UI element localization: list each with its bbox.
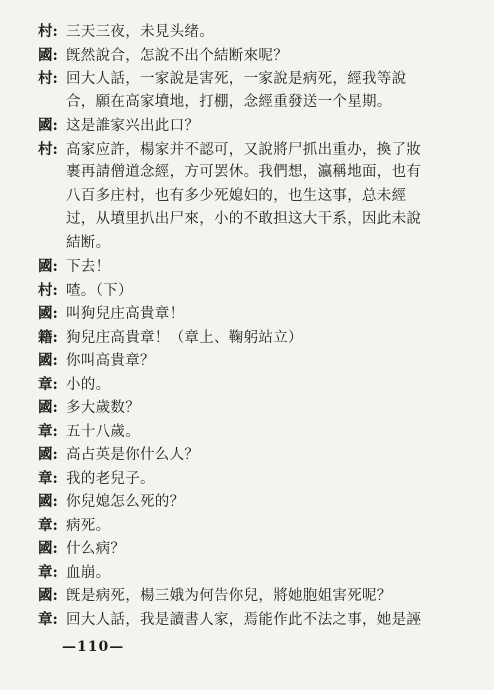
- dialogue-line: [38, 67, 458, 91]
- dialogue-line: [38, 608, 458, 632]
- dialogue-line: [38, 373, 458, 397]
- dialogue-line: [38, 138, 458, 162]
- dialogue-line: [38, 208, 458, 232]
- page-number: —110—: [62, 639, 125, 655]
- speaker-label: 章:: [38, 516, 58, 534]
- dialogue-text: 高占英是你什么人？: [66, 447, 200, 463]
- dialogue-line: [38, 91, 458, 115]
- speaker-label: 章:: [38, 610, 58, 628]
- dialogue-text: 病死。: [66, 517, 111, 534]
- speaker-label: 章:: [38, 563, 58, 581]
- dialogue-text: 五十八歲。: [66, 423, 140, 440]
- dialogue-text: 旣是病死，楊三娥为何告你兒，將她胞姐害死呢？: [66, 588, 392, 604]
- dialogue-text: 八百多庄村，也有多少死媳妇的，也生这事，总未經: [66, 187, 407, 204]
- dialogue-text: 多大歲数？: [66, 400, 140, 416]
- speaker-label: 國:: [38, 446, 58, 463]
- dialogue-line: [38, 467, 458, 491]
- dialogue-line: [38, 279, 458, 303]
- dialogue-text: 結断。: [66, 234, 111, 251]
- speaker-label: 村:: [38, 23, 58, 40]
- dialogue-line: [38, 490, 458, 514]
- speaker-label: 章:: [38, 375, 58, 393]
- speaker-label: 國:: [38, 258, 58, 275]
- dialogue-text: 三天三夜，未見头绪。: [66, 24, 214, 40]
- speaker-label: 國:: [38, 305, 58, 322]
- dialogue-text: 旣然說合，怎說不出个結断來呢？: [66, 47, 288, 64]
- speaker-label: 國:: [38, 493, 58, 510]
- dialogue-line: [38, 302, 458, 326]
- speaker-label: 國:: [38, 399, 58, 416]
- dialogue-line: [38, 443, 458, 467]
- dialogue-text: 高家应許，楊家并不認可，又說將尸抓出重办，換了妝: [66, 141, 422, 158]
- speaker-label: 章:: [38, 469, 58, 487]
- speaker-label: 村:: [38, 140, 58, 158]
- dialogue-line: [38, 114, 458, 138]
- dialogue-text: 你兒媳怎么死的？: [66, 494, 185, 510]
- dialogue-text: 血崩。: [66, 564, 111, 581]
- dialogue-line: [38, 161, 458, 185]
- speaker-label: 國:: [38, 352, 58, 369]
- dialogue-line: [38, 44, 458, 68]
- speaker-label: 籍:: [38, 328, 58, 346]
- speaker-label: 章:: [38, 422, 58, 440]
- dialogue-text: 什么病？: [66, 541, 126, 557]
- dialogue-text: 合，願在高家墳地，打棚，念經重發送一个星期。: [66, 93, 392, 110]
- dialogue-line: [38, 255, 458, 279]
- dialogue-text: 回大人話，一家說是害死，一家說是病死，經我等說: [66, 71, 407, 87]
- dialogue-line: [38, 561, 458, 585]
- speaker-label: 國:: [38, 540, 58, 557]
- dialogue-text: 回大人話，我是讀書人家，焉能作此不法之事，她是誣: [66, 611, 422, 628]
- dialogue-text: 我的老兒子。: [66, 470, 155, 487]
- dialogue-lines: [38, 20, 458, 631]
- dialogue-text: 狗兒庄高貴章！（章上、鞠躬站立）: [66, 329, 303, 346]
- speaker-label: 國:: [38, 46, 58, 64]
- dialogue-text: 这是誰家兴出此口？: [66, 118, 200, 134]
- dialogue-line: [38, 396, 458, 420]
- dialogue-line: [38, 185, 458, 209]
- speaker-label: 國:: [38, 587, 58, 604]
- dialogue-line: [38, 326, 458, 350]
- speaker-label: 國:: [38, 117, 58, 134]
- dialogue-line: [38, 420, 458, 444]
- dialogue-text: 下去！: [66, 259, 111, 275]
- dialogue-line: [38, 514, 458, 538]
- dialogue-text: 喳。（下）: [66, 282, 133, 299]
- speaker-label: 村:: [38, 281, 58, 299]
- dialogue-line: [38, 537, 458, 561]
- dialogue-text: 过，从墳里扒出尸來，小的不敢担这大干系，因此未說: [66, 211, 422, 227]
- dialogue-text: 小的。: [66, 376, 111, 393]
- dialogue-line: [38, 584, 458, 608]
- speaker-label: 村:: [38, 70, 58, 87]
- dialogue-text: 裹再請僧道念經，方可罢休。我們想，瀛稱地面，也有: [66, 164, 422, 180]
- dialogue-line: [38, 232, 458, 256]
- dialogue-line: [38, 349, 458, 373]
- dialogue-text: 叫狗兒庄高貴章！: [66, 306, 185, 322]
- dialogue-line: [38, 20, 458, 44]
- dialogue-text: 你叫高貴章？: [66, 353, 155, 369]
